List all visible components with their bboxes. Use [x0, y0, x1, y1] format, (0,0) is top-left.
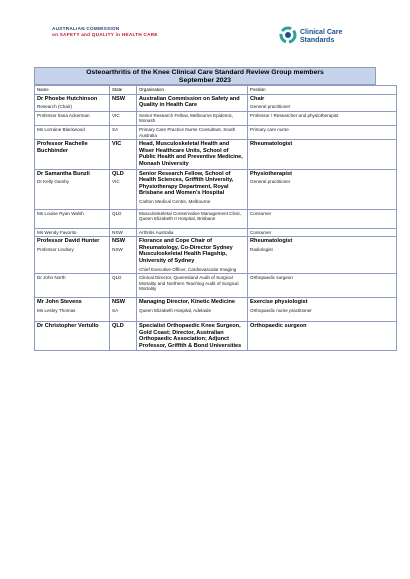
- member-organisation-cell: [137, 274, 248, 298]
- member-position-cell: [248, 111, 397, 125]
- member-state: VIC: [112, 112, 120, 118]
- member-position: Consumer: [250, 229, 272, 235]
- member-organisation: Arthritis Australia: [139, 229, 174, 235]
- member-state: NSW: [112, 229, 123, 235]
- member-position: Physiotherapist: [250, 170, 292, 177]
- table-row: [35, 209, 397, 228]
- member-position-cell: [248, 298, 397, 322]
- member-position-cell: [248, 274, 397, 298]
- member-organisation: Primary Care Practice Nurse Consultant, South Australia: [139, 126, 236, 138]
- review-group-document: [34, 67, 376, 351]
- member-organisation: Managing Director, Kinetic Medicine: [139, 299, 236, 306]
- member-name: Ms Lorraine Blackwood: [37, 126, 85, 132]
- table-row: [35, 228, 397, 237]
- member-state-cell: [110, 209, 137, 228]
- member-name-secondary: Dr Kelly Gamby: [37, 179, 70, 185]
- member-organisation: Florance and Cope Chair of Rheumatology, Co-Director Sydney Musculoskeletal Health Flagship, University of Sydney: [139, 238, 233, 264]
- member-position-secondary: General practitioner: [250, 179, 291, 185]
- ccs-logo-line-2: Standards: [300, 37, 335, 44]
- member-name: Professor Ilana Ackerman: [37, 112, 90, 118]
- member-name-cell: [35, 228, 110, 237]
- member-state-secondary: SA: [112, 307, 119, 313]
- member-organisation-cell: [137, 111, 248, 125]
- member-position: Primary care nurse: [250, 126, 289, 132]
- table-row: [35, 237, 397, 274]
- member-name: Professor Rachelle Buchbinder: [37, 141, 88, 154]
- member-organisation: Head, Musculoskeletal Health and Wiser Healthcare Units, School of Public Health and Preventive Medicine, Monash University: [139, 141, 243, 167]
- members-table-header: [35, 86, 397, 95]
- member-name: Dr Phoebe Hutchinson: [37, 95, 98, 102]
- member-position: Orthopaedic surgeon: [250, 275, 293, 281]
- member-state: QLD: [112, 275, 122, 281]
- member-organisation-cell: [137, 228, 248, 237]
- member-state-cell: [110, 169, 137, 209]
- member-position-cell: [248, 140, 397, 169]
- member-name: Ms Louise Ryan Walsh: [37, 210, 84, 216]
- member-name: Professor David Hunter: [37, 238, 100, 245]
- member-name: Mr John Stevens: [37, 299, 82, 306]
- member-position-secondary: General practitioner: [250, 104, 291, 110]
- member-state: NSW: [112, 95, 126, 102]
- member-state-cell: [110, 140, 137, 169]
- member-name-cell: [35, 111, 110, 125]
- ccs-logo-line-1: Clinical Care: [300, 29, 343, 36]
- member-position: Chair: [250, 95, 265, 102]
- member-position-cell: [248, 94, 397, 111]
- member-state: NSW: [112, 238, 126, 245]
- member-state-cell: [110, 228, 137, 237]
- table-row: [35, 111, 397, 125]
- member-state-cell: [110, 94, 137, 111]
- member-name: Dr John North: [37, 275, 66, 281]
- member-position-cell: [248, 169, 397, 209]
- table-row: [35, 140, 397, 169]
- clinical-care-standards-logo: [279, 26, 374, 48]
- members-table: [34, 85, 397, 351]
- column-header-organisation: Organisation: [137, 86, 248, 95]
- document-title: Osteoarthritis of the Knee Clinical Care Standard Review Group members: [34, 67, 376, 77]
- table-row: [35, 169, 397, 209]
- table-row: [35, 298, 397, 322]
- member-name-cell: [35, 298, 110, 322]
- member-organisation: Senior Research Fellow, School of Health Sciences, Griffith University, Physiotherapy Department, Royal Brisbane and Women's Hospital: [139, 170, 234, 197]
- table-row: [35, 94, 397, 111]
- member-position: Exercise physiologist: [250, 299, 308, 306]
- member-organisation: Australian Commission on Safety and Quality in Health Care: [139, 95, 240, 109]
- member-name-secondary: Professor Lindsey: [37, 246, 74, 252]
- member-position: Rheumatologist: [250, 141, 293, 148]
- member-name-cell: [35, 237, 110, 274]
- member-organisation: Musculoskeletal Conservative Management Clinic, Queen Elizabeth II Hospital, Brisbane: [139, 210, 242, 222]
- member-position: Professor / Researcher and physiotherapist: [250, 112, 339, 118]
- member-name-cell: [35, 322, 110, 351]
- member-organisation-secondary: Chief Executive Officer, Cardiovascular Imaging: [139, 266, 237, 272]
- member-state-cell: [110, 298, 137, 322]
- acsqhc-logo-line-2: on SAFETY and QUALITY in HEALTH CARE: [52, 32, 158, 37]
- member-position-secondary: Orthopaedic nurse practitioner: [250, 307, 312, 313]
- member-position: Rheumatologist: [250, 238, 293, 245]
- column-header-position: Position: [248, 86, 397, 95]
- member-name-cell: [35, 125, 110, 139]
- member-position-cell: [248, 228, 397, 237]
- member-position-cell: [248, 125, 397, 139]
- member-name-cell: [35, 209, 110, 228]
- column-header-name: Name: [35, 86, 110, 95]
- member-position-secondary: Radiologist: [250, 246, 273, 252]
- member-state-cell: [110, 274, 137, 298]
- member-organisation-cell: [137, 237, 248, 274]
- member-name-cell: [35, 94, 110, 111]
- member-state-secondary: NSW: [112, 246, 123, 252]
- page-header: [0, 0, 410, 60]
- ccs-logo-mark-icon: [279, 26, 297, 44]
- member-state-cell: [110, 237, 137, 274]
- member-name-secondary: Ms Lesley Thomas: [37, 307, 76, 313]
- member-organisation: Senior Research Fellow, Melbourne Epidemic, Monash: [139, 112, 234, 124]
- member-state: VIC: [112, 141, 122, 148]
- member-state: QLD: [112, 323, 124, 330]
- member-position: Consumer: [250, 210, 272, 216]
- member-state: QLD: [112, 210, 122, 216]
- member-state-cell: [110, 111, 137, 125]
- member-name: Dr Christopher Vertullo: [37, 323, 99, 330]
- member-state: SA: [112, 126, 119, 132]
- table-row: [35, 125, 397, 139]
- acsqhc-logo: [52, 26, 202, 38]
- ccs-logo-text: [300, 29, 342, 45]
- member-state: QLD: [112, 170, 124, 177]
- member-name-cell: [35, 140, 110, 169]
- member-organisation-secondary: Queen Elizabeth Hospital, Adelaide: [139, 307, 212, 313]
- member-name-cell: [35, 274, 110, 298]
- member-state-secondary: VIC: [112, 179, 120, 185]
- member-position: Orthopaedic surgeon: [250, 323, 307, 330]
- member-organisation-cell: [137, 140, 248, 169]
- member-state: NSW: [112, 299, 126, 306]
- member-position-cell: [248, 209, 397, 228]
- member-organisation-cell: [137, 298, 248, 322]
- member-name-secondary: Research (Chair): [37, 104, 72, 110]
- member-organisation-cell: [137, 169, 248, 209]
- member-organisation-cell: [137, 125, 248, 139]
- member-organisation-cell: [137, 209, 248, 228]
- column-header-state: State: [110, 86, 137, 95]
- member-name: Dr Samantha Bunzli: [37, 170, 90, 177]
- member-organisation: Specialist Orthopaedic Knee Surgeon, Gold Coast; Director, Australian Orthopaedic Association; Adjunct Professor, Griffith & Bond Universities: [139, 323, 242, 349]
- acsqhc-logo-line-1: AUSTRALIAN COMMISSION: [52, 26, 120, 31]
- member-position-cell: [248, 237, 397, 274]
- member-position-cell: [248, 322, 397, 351]
- member-organisation-cell: [137, 94, 248, 111]
- member-organisation-cell: [137, 322, 248, 351]
- member-name: Ms Wendy Favorito: [37, 229, 77, 235]
- member-organisation-secondary: Carlton Medical Centre, Melbourne: [139, 198, 211, 204]
- table-row: [35, 274, 397, 298]
- member-organisation: Clinical Director, Queensland Audit of Surgical Mortality and Northern Teaching Audit of Surgical Mortality: [139, 275, 239, 292]
- table-row: [35, 322, 397, 351]
- document-date: September 2023: [34, 77, 376, 85]
- member-name-cell: [35, 169, 110, 209]
- member-state-cell: [110, 125, 137, 139]
- member-state-cell: [110, 322, 137, 351]
